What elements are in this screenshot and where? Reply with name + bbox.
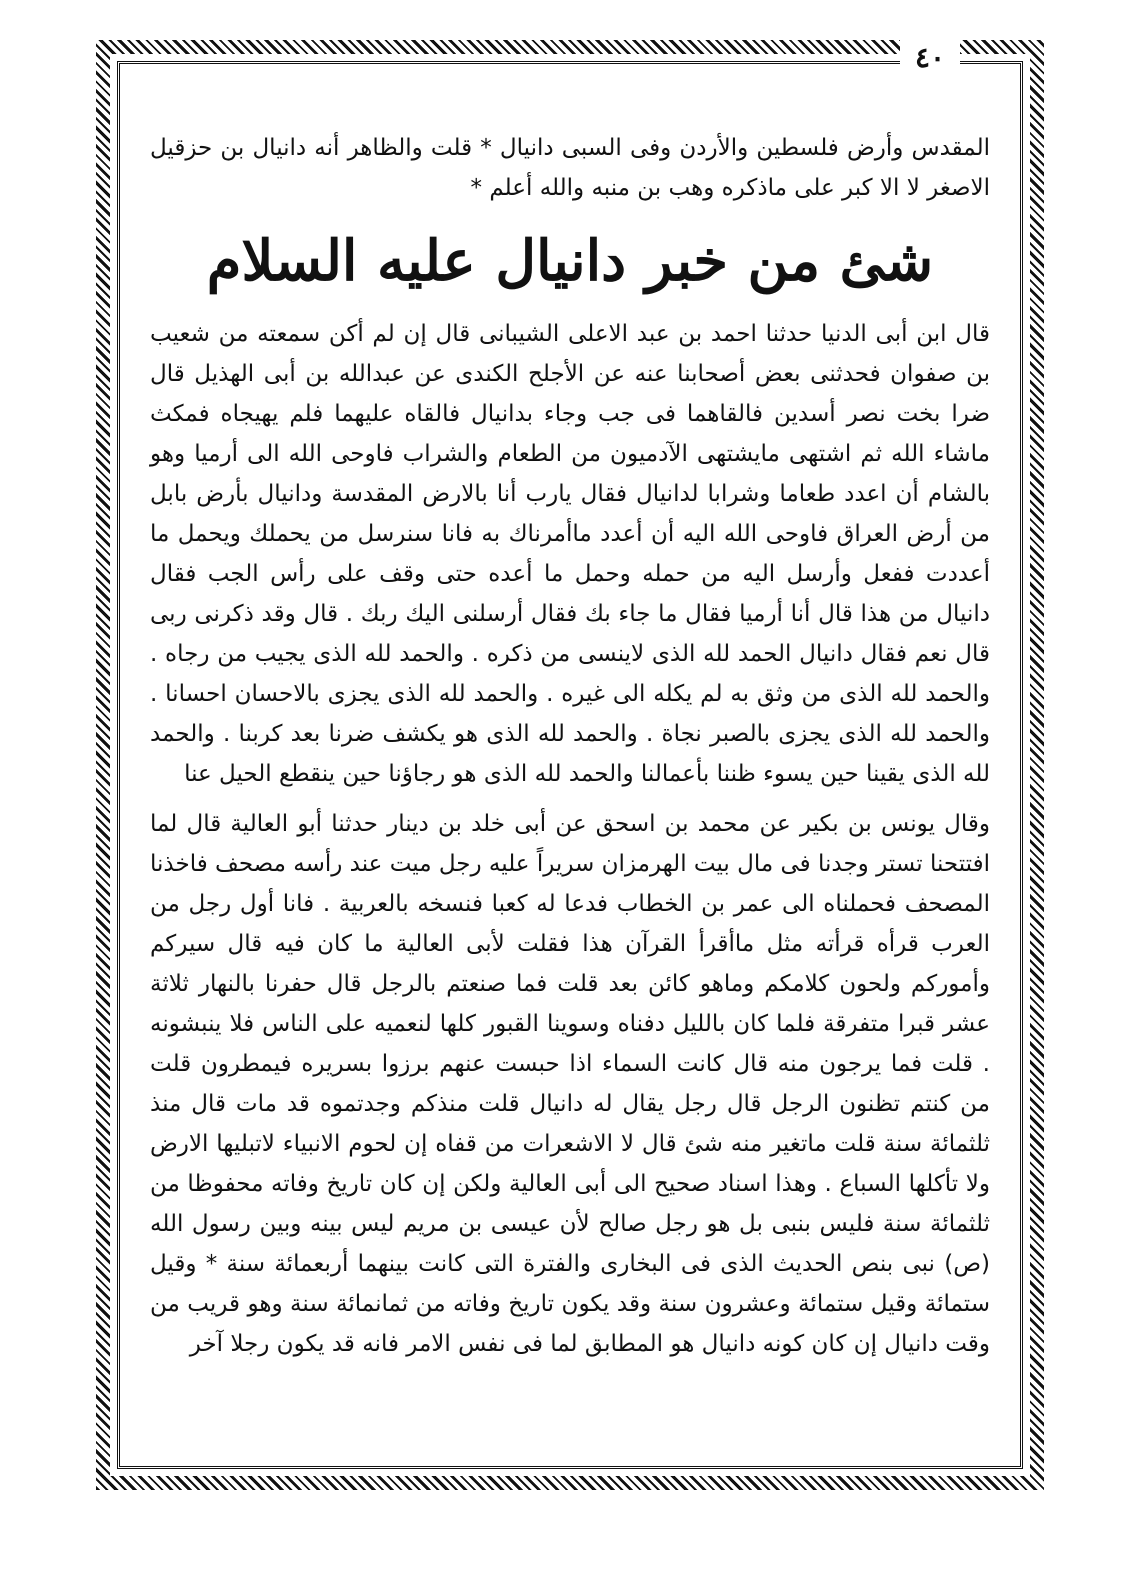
page-body	[150, 128, 990, 1428]
paragraph-1: قال ابن أبى الدنيا حدثنا احمد بن عبد الاعلى الشيبانى قال إن لم أكن سمعته من شعيب بن صفوان فحدثنى بعض أصحابنا عنه عن الأجلح الكندى عن عبدالله بن أبى الهذيل قال ضرا بخت نصر أسدين فالقاهما فى جب وجاء بدانيال فالقاه عليهما فلم يهيجاه فمكث ماشاء الله ثم اشتهى مايشتهى الآدميون من الطعام والشراب فاوحى الله الى أرميا وهو بالشام أن اعدد طعاما وشرابا لدانيال فقال يارب أنا بالارض المقدسة ودانيال بأرض بابل من أرض العراق فاوحى الله اليه أن أعدد ماأمرناك به فانا سنرسل من يحملك ويحمل ما أعددت ففعل وأرسل اليه من حمله وحمل ما أعده حتى وقف على رأس الجب فقال دانيال من هذا قال أنا أرميا فقال ما جاء بك فقال أرسلنى اليك ربك . قال وقد ذكرنى ربى قال نعم فقال دانيال الحمد لله الذى لاينسى من ذكره . والحمد لله الذى يجيب من رجاه . والحمد لله الذى من وثق به لم يكله الى غيره . والحمد لله الذى يجزى بالاحسان احسانا . والحمد لله الذى يجزى بالصبر نجاة . والحمد لله الذى هو يكشف ضرنا بعد كربنا . والحمد لله الذى يقينا حين يسوء ظننا بأعمالنا والحمد لله الذى هو رجاؤنا حين ينقطع الحيل عنا	[150, 321, 990, 787]
section-heading: شئ من خبر دانيال عليه السلام	[206, 228, 934, 294]
paragraph-2: وقال يونس بن بكير عن محمد بن اسحق عن أبى خلد بن دينار حدثنا أبو العالية قال لما افتتحنا تستر وجدنا فى مال بيت الهرمزان سريراً عليه رجل ميت عند رأسه مصحف فاخذنا المصحف فحملناه الى عمر بن الخطاب فدعا له كعبا فنسخه بالعربية . فانا أول رجل من العرب قرأه قرأته مثل ماأقرأ القرآن هذا فقلت لأبى العالية ما كان فيه قال سيركم وأموركم ولحون كلامكم وماهو كائن بعد قلت فما صنعتم بالرجل قال حفرنا بالنهار ثلاثة عشر قبرا متفرقة فلما كان بالليل دفناه وسوينا القبور كلها لنعميه على الناس فلا ينبشونه . قلت فما يرجون منه قال كانت السماء اذا حبست عنهم برزوا بسريره فيمطرون قلت من كنتم تظنون الرجل قال رجل يقال له دانيال قلت منذكم وجدتموه قد مات قال منذ ثلثمائة سنة قلت ماتغير منه شئ قال لا الاشعرات من قفاه إن لحوم الانبياء لاتبليها الارض ولا تأكلها السباع . وهذا اسناد صحيح الى أبى العالية ولكن إن كان تاريخ وفاته محفوظا من ثلثمائة سنة فليس بنبى بل هو رجل صالح لأن عيسى بن مريم ليس بينه وبين رسول الله (ص) نبى بنص الحديث الذى فى البخارى والفترة التى كانت بينهما أربعمائة سنة * وقيل ستمائة وقيل ستمائة وعشرون سنة وقد يكون تاريخ وفاته من ثمانمائة سنة وهو قريب من وقت دانيال إن كان كونه دانيال هو المطابق لما فى نفس الامر فانه قد يكون رجلا آخر	[150, 811, 990, 1357]
page-number: ٤٠	[900, 40, 960, 76]
intro-paragraph: المقدس وأرض فلسطين والأردن وفى السبى دانيال * قلت والظاهر أنه دانيال بن حزقيل الاصغر لا الا كبر على ماذكره وهب بن منبه والله أعلم *	[150, 135, 990, 201]
